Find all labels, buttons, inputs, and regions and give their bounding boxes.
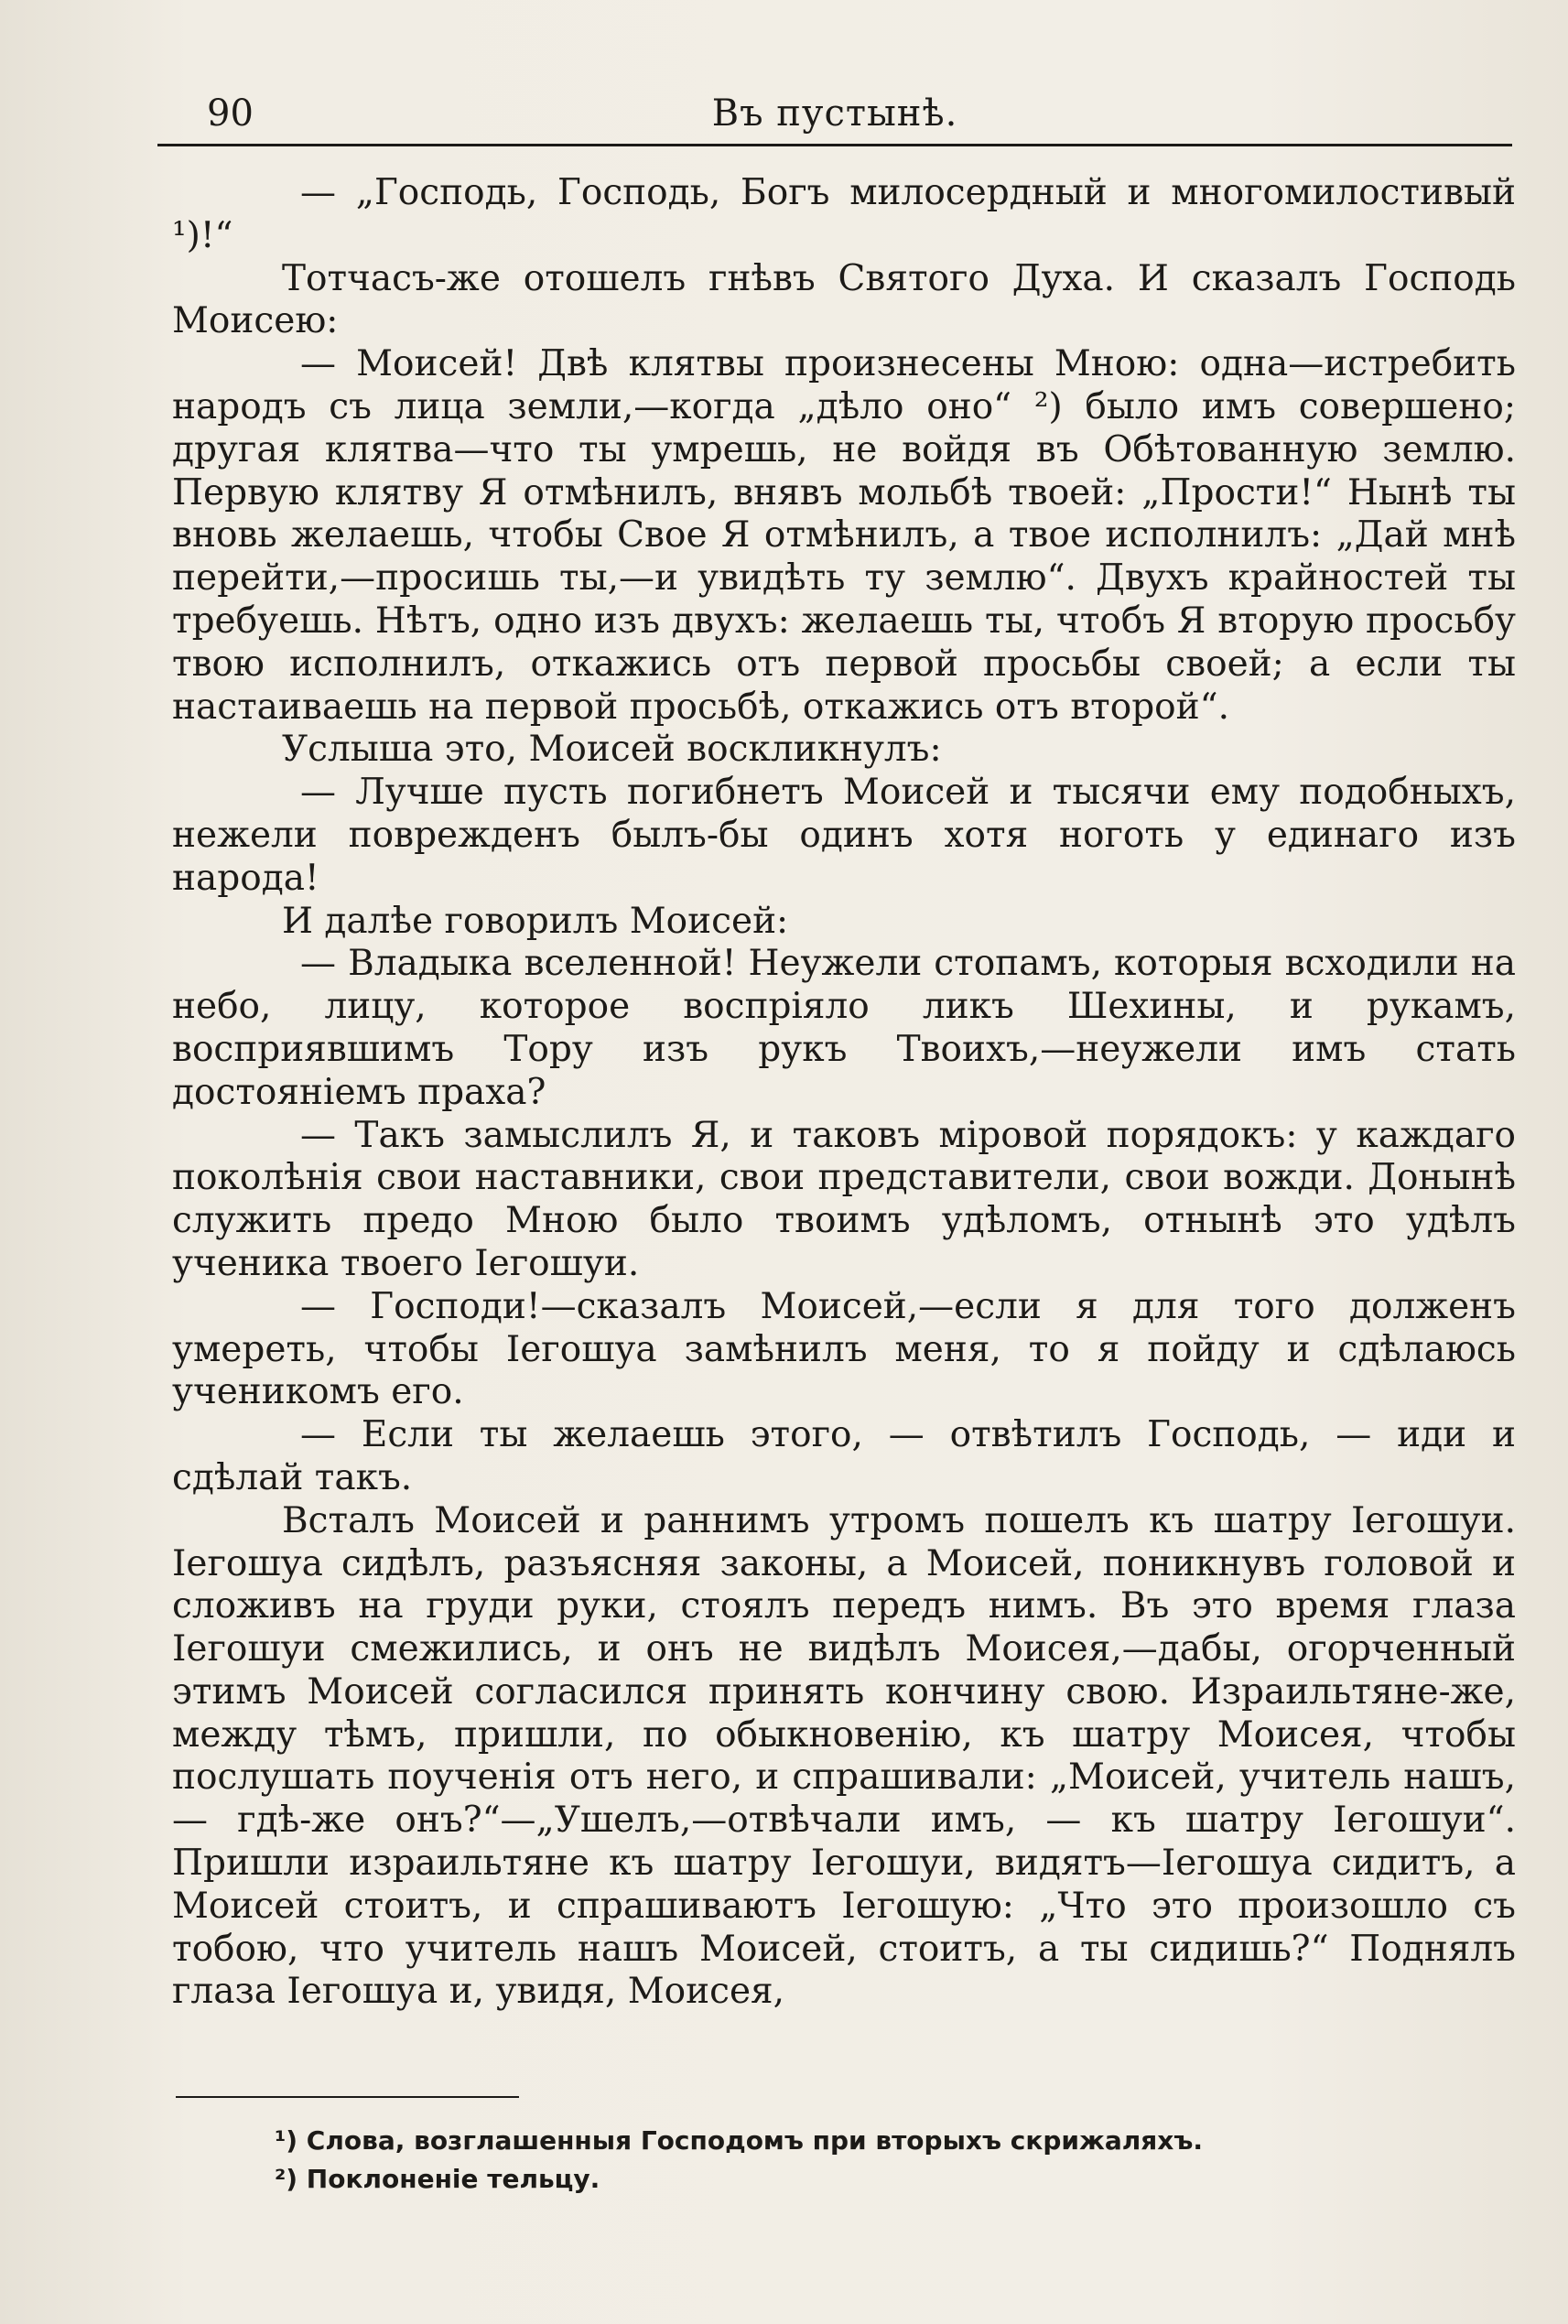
footnotes (275, 2122, 1465, 2199)
paragraph: Услыша это, Моисей воскликнулъ: (282, 729, 942, 771)
footnote: ²) Поклоненіе тельцу. (275, 2164, 600, 2194)
footnote: ¹) Слова, возглашенныя Господомъ при вторыхъ скрижаляхъ. (275, 2125, 1204, 2156)
paragraph: Всталъ Моисей и раннимъ утромъ пошелъ къ шатру Іегошуи. Іегошуа сидѣлъ, разъясняя законы, а Моисей, поникнувъ головой и сложивъ на груди руки, стоялъ передъ нимъ. Въ это время глаза Іегошуи смежились, и онъ не видѣлъ Моисея,—дабы, огорченный этимъ Моисей согласился принять кончину свою. Израильтяне-же, между тѣмъ, пришли, по обыкновенію, къ шатру Моисея, чтобы послушать поученія отъ него, и спрашивали: „Моисей, учитель нашъ, — гдѣ-же онъ?“—„Ушелъ,—отвѣчали имъ, — къ шатру Іегошуи“. Пришли израильтяне къ шатру Іегошуи, видятъ—Іегошуа сидитъ, а Моисей стоитъ, и спрашиваютъ Іегошую: „Что это произошло съ тобою, что учитель нашъ Моисей, стоитъ, а ты сидишь?“ Поднялъ глаза Іегошуа и, увидя, Моисея, (172, 1499, 1516, 2013)
paragraph: — Моисей! Двѣ клятвы произнесены Мною: одна—истребить народъ съ лица земли,—когда „дѣло оно“ ²) было имъ совершено; другая клятва—что ты умрешь, не войдя въ Обѣтованную землю. Первую клятву Я отмѣнилъ, внявъ мольбѣ твоей: „Прости!“ Нынѣ ты вновь желаешь, чтобы Свое Я отмѣнилъ, а твое исполнилъ: „Дай мнѣ перейти,—просишь ты,—и увидѣть ту землю“. Двухъ крайностей ты требуешь. Нѣтъ, одно изъ двухъ: желаешь ты, чтобъ Я вторую просьбу твою исполнилъ, откажись отъ первой просьбы своей; а если ты настаиваешь на первой просьбѣ, откажись отъ второй“. (172, 343, 1516, 728)
paragraph: — Владыка вселенной! Неужели стопамъ, которыя всходили на небо, лицу, которое воспріяло ликъ Шехины, и рукамъ, восприявшимъ Тору изъ рукъ Твоихъ,—неужели имъ стать достояніемъ праха? (172, 943, 1516, 1113)
page-number: 90 (207, 92, 254, 135)
running-title: Въ пустынѣ. (711, 92, 958, 135)
paragraph: — Если ты желаешь этого, — отвѣтилъ Господь, — иди и сдѣлай такъ. (172, 1414, 1516, 1498)
body-text (172, 172, 1516, 2014)
paragraph: И далѣе говорилъ Моисей: (282, 900, 789, 942)
paragraph: Тотчасъ-же отошелъ гнѣвъ Святого Духа. И сказалъ Господь Моисею: (172, 257, 1516, 342)
paragraph: — „Господь, Господь, Богъ милосердный и многомилостивый ¹)!“ (172, 172, 1516, 256)
footnote-divider (176, 2096, 519, 2098)
paragraph: — Господи!—сказалъ Моисей,—если я для того долженъ умереть, чтобы Іегошуа замѣнилъ меня, то я пойду и сдѣлаюсь ученикомъ его. (172, 1285, 1516, 1413)
page-header (157, 87, 1512, 146)
paragraph: — Такъ замыслилъ Я, и таковъ міровой порядокъ: у каждаго поколѣнія свои наставники, свои представители, свои вожди. Донынѣ служить предо Мною было твоимъ удѣломъ, отнынѣ это удѣлъ ученика твоего Іегошуи. (172, 1114, 1516, 1284)
paragraph: — Лучше пусть погибнетъ Моисей и тысячи ему подобныхъ, нежели поврежденъ былъ-бы одинъ хотя ноготь у единаго изъ народа! (172, 772, 1516, 899)
